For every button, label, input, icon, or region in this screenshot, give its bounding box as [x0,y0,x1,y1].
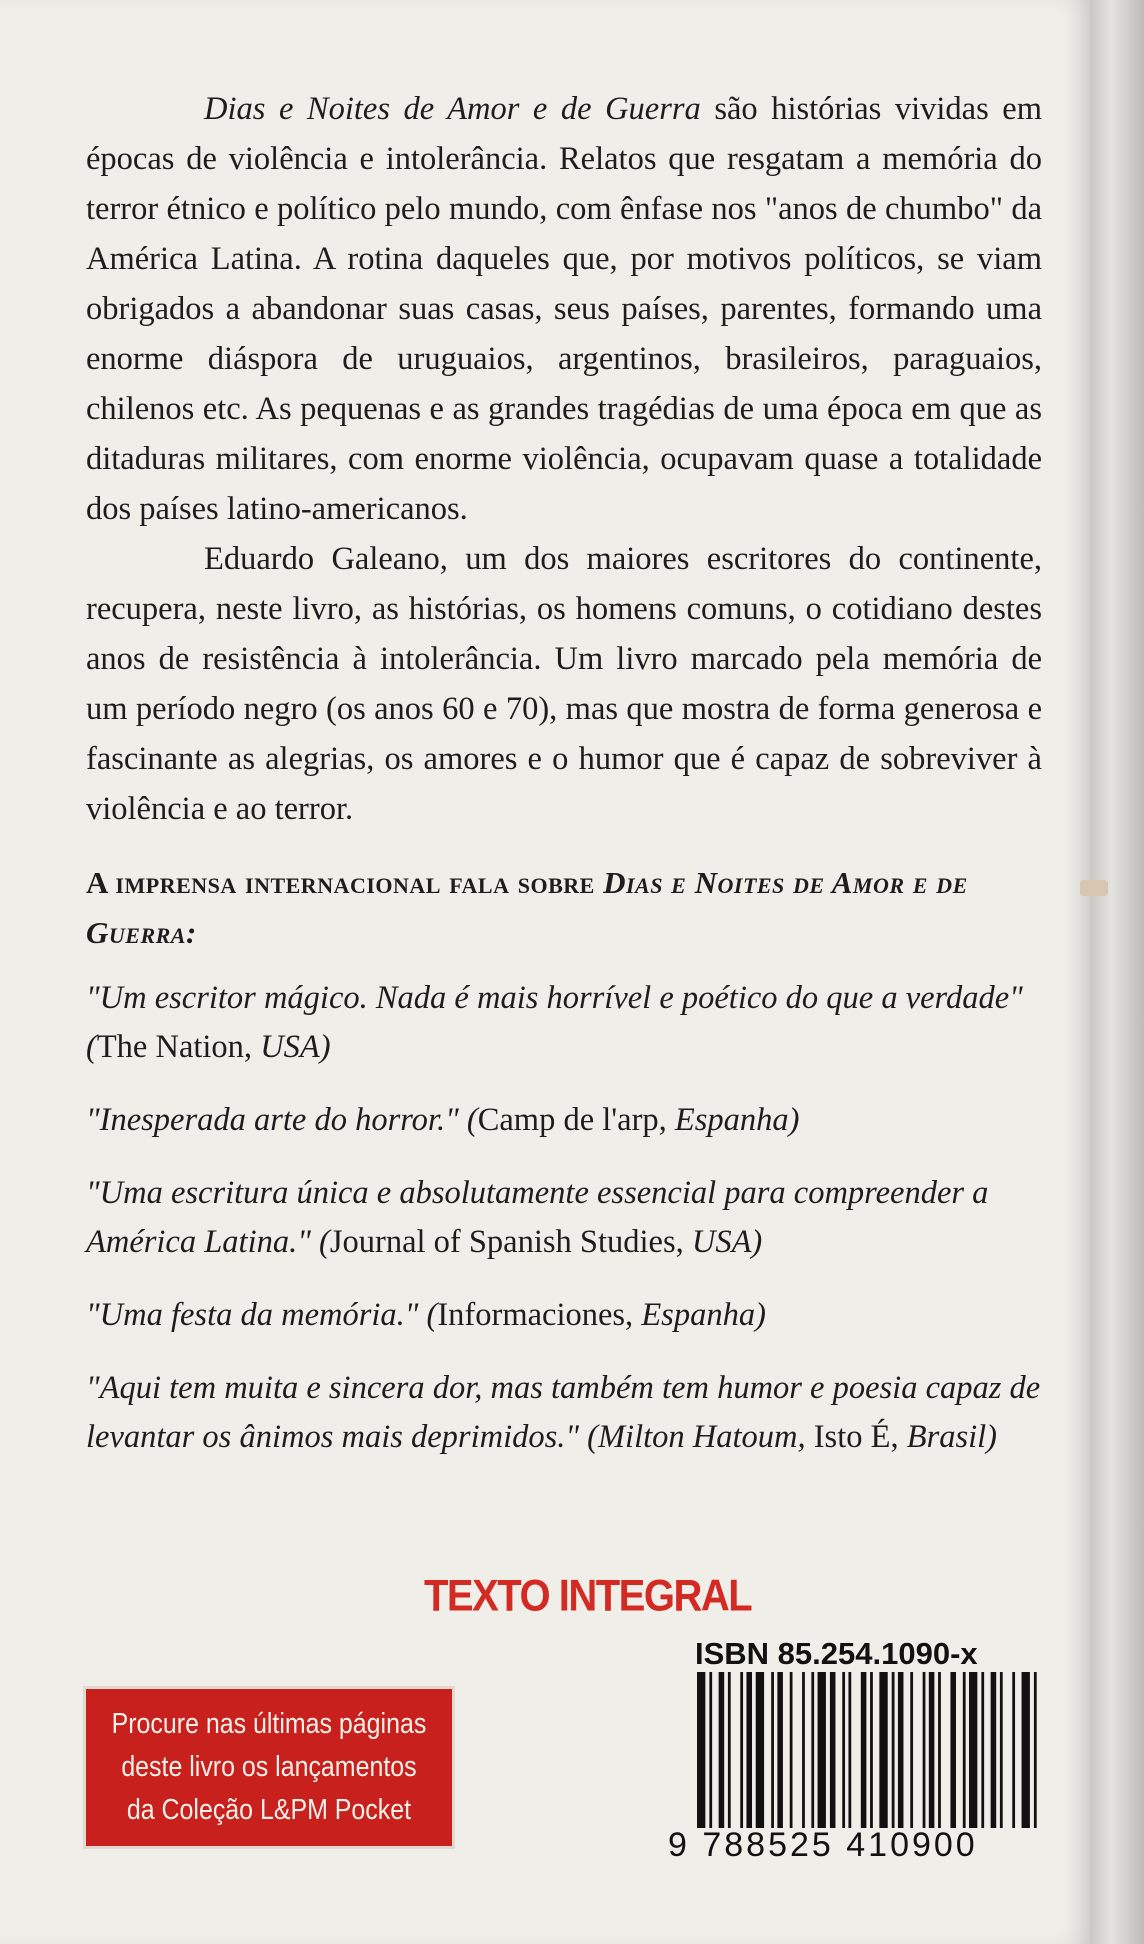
quote-country: Brasil) [906,1419,997,1455]
quote-country: USA) [260,1029,331,1065]
barcode-bar [848,1672,851,1828]
synopsis-paragraph-1 [86,84,1042,534]
barcode-bar [697,1672,705,1828]
barcode-bar [950,1672,956,1828]
press-quote [86,1291,1042,1340]
press-quote [86,1364,1042,1462]
barcode-bar [790,1672,793,1828]
promo-text: Procure nas últimas páginas deste livro os lançamentos da Coleção L&PM Pocket [111,1708,427,1826]
barcode-bar [1012,1672,1015,1828]
quote-source: Camp de l'arp, [477,1102,675,1138]
quote-source: Journal of Spanish Studies, [329,1224,692,1260]
ean-digits: 9 788525 410900 [668,1826,978,1864]
texto-integral-badge: TEXTO INTEGRAL [424,1571,752,1621]
barcode-bar [929,1672,935,1828]
quote-text: "Um escritor mágico. Nada é mais horrível e poético do que a verdade" ( [86,980,1023,1065]
cover-text-column [86,84,1042,1486]
quote-country: USA) [691,1224,763,1260]
barcode-bar [969,1672,977,1828]
barcode-bar [1022,1672,1030,1828]
barcode-bar [991,1672,997,1828]
quote-country: Espanha) [641,1297,766,1333]
quote-source: The Nation, [96,1029,261,1065]
barcode-bar [892,1672,895,1828]
quote-country: Espanha) [674,1102,800,1138]
barcode-bar [709,1672,712,1828]
barcode-bar [938,1672,941,1828]
barcode-bar [898,1672,904,1828]
press-quote [86,974,1042,1072]
barcode-bar [910,1672,913,1828]
quote-source: Informaciones, [437,1297,642,1333]
barcode-bar [756,1672,764,1828]
barcode-bar [842,1672,845,1828]
barcode-bar [879,1672,887,1828]
barcode-bar [811,1672,814,1828]
press-heading-title: Dias e Noites de Amor e de Guerra: [86,865,968,950]
press-quote [86,1096,1042,1145]
spine-mark [1080,880,1108,896]
barcode-bar [719,1672,725,1828]
barcode-bar [1000,1672,1003,1828]
isbn-label: ISBN 85.254.1090-x [695,1636,978,1671]
promo-box [83,1686,455,1849]
barcode [697,1672,1037,1828]
quote-source: Isto É, [813,1419,907,1455]
quote-text: "Aqui tem muita e sincera dor, mas também tem humor e poesia capaz de levantar os ânimos mais deprimidos." (Milton Hatoum, [86,1370,1041,1455]
synopsis-paragraph-2: Eduardo Galeano, um dos maiores escritores do continente, recupera, neste livro, as histórias, os homens comuns, o cotidiano destes anos de resistência à intolerância. Um livro marcado pela memória de um período negro (os anos 60 e 70), mas que mostra de forma generosa e fascinante as alegrias, os amores e o humor que é capaz de sobreviver à violência e ao terror. [86,541,1042,827]
barcode-bar [861,1672,867,1828]
barcode-bar [830,1672,836,1828]
barcode-bar [771,1672,774,1828]
press-quote [86,1169,1042,1267]
barcode-bar [981,1672,984,1828]
barcode-bar [802,1672,805,1828]
barcode-bar [818,1672,826,1828]
barcode-bar [1034,1672,1037,1828]
quote-text: "Uma escritura única e absolutamente essencial para compreender a América Latina." ( [86,1175,989,1260]
barcode-bar [728,1672,731,1828]
quote-text: "Inesperada arte do horror." ( [86,1102,478,1138]
barcode-bar [746,1672,752,1828]
quote-text: "Uma festa da memória." ( [86,1297,438,1333]
spine-edge [1090,0,1144,1944]
press-heading [86,858,1042,958]
barcode-bar [740,1672,743,1828]
barcode-bar [923,1672,926,1828]
press-heading-lead: A imprensa internacional fala sobre [86,865,604,900]
synopsis-paragraph-1-text: são histórias vividas em épocas de violência e intolerância. Relatos que resgatam a memória do terror étnico e político pelo mundo, com ênfase nos "anos de chumbo" da América Latina. A rotina daqueles que, por motivos políticos, se viam obrigados a abandonar suas casas, seus países, parentes, formando uma enorme diáspora de uruguaios, argentinos, brasileiros, paraguaios, chilenos etc. As pequenas e as grandes tragédias de uma época em que as ditaduras militares, com enorme violência, ocupavam quase a totalidade dos países latino-americanos. [86,91,1042,527]
barcode-bar [777,1672,783,1828]
barcode-bar [870,1672,873,1828]
book-title-inline: Dias e Noites de Amor e de Guerra [204,91,701,127]
barcode-bar [963,1672,966,1828]
